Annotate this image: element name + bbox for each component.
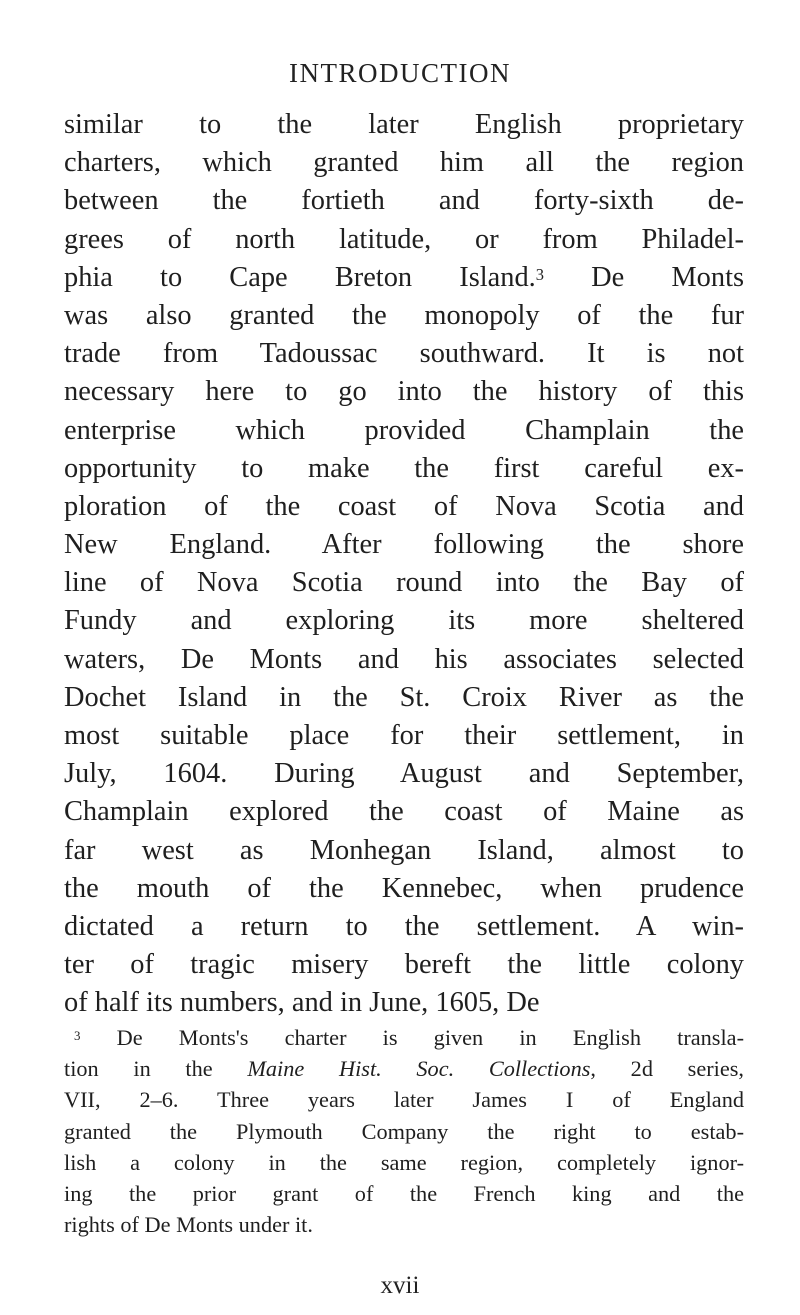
page-number: xvii	[380, 1272, 420, 1299]
text-line: ploration of the coast of Nova Scotia and	[64, 490, 744, 522]
text-line: charters, which granted him all the region	[64, 147, 744, 179]
text-line: Champlain explored the coast of Maine as	[64, 796, 744, 828]
text-line: the mouth of the Kennebec, when prudence	[64, 872, 744, 904]
text-line: was also granted the monopoly of the fur	[64, 299, 744, 331]
footnote-line: lish a colony in the same region, completely ignor-	[64, 1149, 744, 1175]
body-text	[64, 106, 744, 1023]
text-segment: De Monts	[543, 261, 745, 293]
text-segment: , 2d series,	[590, 1056, 744, 1082]
footnote-line: granted the Plymouth Company the right to estab-	[64, 1118, 744, 1144]
text-line: Dochet Island in the St. Croix River as the	[64, 681, 744, 713]
text-line: far west as Monhegan Island, almost to	[64, 834, 744, 866]
text-line: necessary here to go into the history of this	[64, 376, 744, 408]
text-line	[64, 259, 744, 297]
footnote-line: VII, 2–6. Three years later James I of England	[64, 1087, 744, 1113]
text-segment: phia to Cape Breton Island.	[64, 261, 536, 293]
footnote-marker: 3	[74, 1028, 81, 1044]
text-line: enterprise which provided Champlain the	[64, 414, 744, 446]
text-line: opportunity to make the first careful ex-	[64, 452, 744, 484]
text-line: grees of north latitude, or from Philadel-	[64, 223, 744, 255]
text-line: July, 1604. During August and September,	[64, 758, 744, 790]
footnote-line	[64, 1053, 744, 1084]
footnote	[64, 1022, 744, 1240]
text-line: ter of tragic misery bereft the little colony	[64, 949, 744, 981]
footnote-line: rights of De Monts under it.	[64, 1212, 313, 1238]
footnote-line: ing the prior grant of the French king and the	[64, 1180, 744, 1206]
text-line: Fundy and exploring its more sheltered	[64, 605, 744, 637]
text-segment: tion in the	[64, 1056, 248, 1082]
footnote-line	[64, 1022, 744, 1053]
text-line: waters, De Monts and his associates selected	[64, 643, 744, 675]
text-line: line of Nova Scotia round into the Bay of	[64, 567, 744, 599]
text-line: most suitable place for their settlement, in	[64, 720, 744, 751]
text-line: similar to the later English proprietary	[64, 109, 744, 140]
running-head: INTRODUCTION	[289, 58, 511, 88]
text-line: trade from Tadoussac southward. It is not	[64, 338, 744, 370]
text-line: dictated a return to the settlement. A win-	[64, 910, 744, 942]
text-line: New England. After following the shore	[64, 529, 744, 561]
text-line: of half its numbers, and in June, 1605, De	[64, 987, 540, 1019]
text-segment: De Monts's charter is given in English transla-	[80, 1025, 744, 1050]
text-line: between the fortieth and forty-sixth de-	[64, 185, 744, 217]
footnote-reference: 3	[535, 265, 544, 284]
journal-title: Maine Hist. Soc. Collections	[247, 1056, 591, 1082]
